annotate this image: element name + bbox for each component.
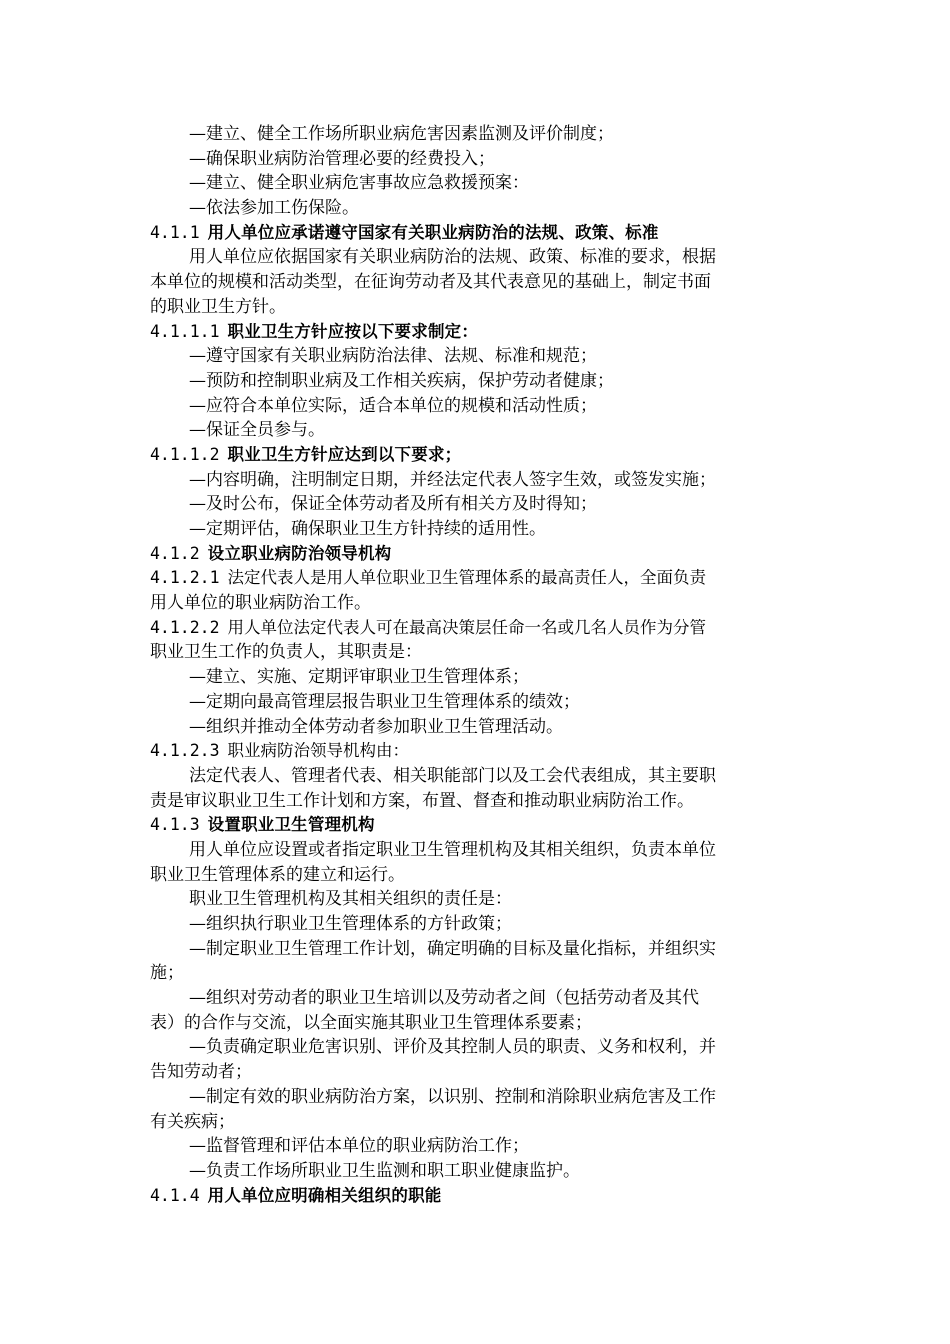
paragraph-line: 有关疾病； <box>150 1111 235 1132</box>
clause-text: 职业病防治领导机构由： <box>227 741 410 761</box>
paragraph-line-indented: —建立、实施、定期评审职业卫生管理体系； <box>189 667 529 688</box>
clause-text: 法定代表人是用人单位职业卫生管理体系的最高责任人，全面负责 <box>227 568 707 588</box>
section-heading <box>0 813 950 838</box>
paragraph-line: 用人单位的职业病防治工作。 <box>150 593 371 614</box>
paragraph-line-indented: 法定代表人、管理者代表、相关职能部门以及工会代表组成，其主要职 <box>189 765 716 786</box>
clause-number: 4.1.2.1 <box>150 568 220 588</box>
clause-text: 职业卫生方针应达到以下要求； <box>227 444 462 464</box>
paragraph-line-indented: —定期向最高管理层报告职业卫生管理体系的绩效； <box>189 691 580 712</box>
paragraph-line: 告知劳动者； <box>150 1062 252 1083</box>
paragraph-line-indented: —保证全员参与。 <box>189 420 325 441</box>
paragraph-line-indented: —监督管理和评估本单位的职业病防治工作； <box>189 1136 529 1157</box>
section-heading <box>0 320 950 345</box>
clause-text: 用人单位法定代表人可在最高决策层任命一名或几名人员作为分管 <box>227 617 707 637</box>
paragraph-line-indented: —应符合本单位实际，适合本单位的规模和活动性质； <box>189 395 597 416</box>
paragraph-line-indented: —制定有效的职业病防治方案，以识别、控制和消除职业病危害及工作 <box>189 1086 716 1107</box>
paragraph-line-indented: —定期评估，确保职业卫生方针持续的适用性。 <box>189 519 546 539</box>
section-heading <box>0 221 950 246</box>
clause-text: 用人单位应承诺遵守国家有关职业病防治的法规、政策、标准 <box>207 222 659 242</box>
paragraph-line-indented: —组织并推动全体劳动者参加职业卫生管理活动。 <box>189 716 563 737</box>
clause-text: 设立职业病防治领导机构 <box>207 543 392 563</box>
clause-text: 用人单位应明确相关组织的职能 <box>207 1185 442 1205</box>
paragraph-line-indented: —建立、健全职业病危害事故应急救援预案： <box>189 173 529 194</box>
paragraph-line-indented: —内容明确，注明制定日期，并经法定代表人签字生效，或签发实施； <box>189 469 716 490</box>
paragraph-line-indented: —负责确定职业危害识别、评价及其控制人员的职责、义务和权利，并 <box>189 1037 716 1058</box>
paragraph-line: 施； <box>150 963 184 984</box>
paragraph-line: 责是审议职业卫生工作计划和方案，布置、督查和推动职业病防治工作。 <box>150 790 694 811</box>
paragraph-line-indented: —负责工作场所职业卫生监测和职工职业健康监护。 <box>189 1160 580 1181</box>
clause-line <box>0 739 950 764</box>
paragraph-line-indented: —组织对劳动者的职业卫生培训以及劳动者之间（包括劳动者及其代 <box>189 988 699 1009</box>
paragraph-line: 表）的合作与交流，以全面实施其职业卫生管理体系要素； <box>150 1012 592 1033</box>
paragraph-line: 本单位的规模和活动类型，在征询劳动者及其代表意见的基础上，制定书面 <box>150 272 711 293</box>
clause-number: 4.1.1.2 <box>150 444 220 464</box>
section-heading <box>0 443 950 468</box>
paragraph-line-indented: 用人单位应依据国家有关职业病防治的法规、政策、标准的要求，根据 <box>189 247 716 268</box>
paragraph-line-indented: 用人单位应设置或者指定职业卫生管理机构及其相关组织，负责本单位 <box>189 839 716 860</box>
paragraph-line-indented: —确保职业病防治管理必要的经费投入； <box>189 148 495 169</box>
paragraph-line-indented: —遵守国家有关职业病防治法律、法规、标准和规范； <box>189 346 597 367</box>
clause-number: 4.1.2.3 <box>150 741 220 761</box>
section-heading <box>0 1184 950 1209</box>
paragraph-line-indented: —制定职业卫生管理工作计划，确定明确的目标及量化指标，并组织实 <box>189 938 716 959</box>
paragraph-line-indented: 职业卫生管理机构及其相关组织的责任是： <box>189 889 512 910</box>
clause-number: 4.1.3 <box>150 815 200 835</box>
clause-text: 职业卫生方针应按以下要求制定： <box>227 321 479 341</box>
document-page <box>0 122 950 1208</box>
paragraph-line: 职业卫生工作的负责人，其职责是： <box>150 642 422 663</box>
paragraph-line: 的职业卫生方针。 <box>150 296 286 317</box>
clause-text: 设置职业卫生管理机构 <box>207 815 375 835</box>
section-heading <box>0 542 950 567</box>
paragraph-line-indented: —组织执行职业卫生管理体系的方针政策； <box>189 914 512 934</box>
clause-number: 4.1.1.1 <box>150 321 220 341</box>
clause-number: 4.1.2.2 <box>150 617 220 637</box>
paragraph-line-indented: —预防和控制职业病及工作相关疾病，保护劳动者健康； <box>189 370 614 391</box>
paragraph-line-indented: —依法参加工伤保险。 <box>189 198 359 219</box>
clause-line <box>0 566 950 591</box>
clause-number: 4.1.1 <box>150 222 200 242</box>
paragraph-line-indented: —及时公布，保证全体劳动者及所有相关方及时得知； <box>189 494 597 515</box>
clause-line <box>0 616 950 641</box>
paragraph-line-indented: —建立、健全工作场所职业病危害因素监测及评价制度； <box>189 124 614 144</box>
clause-number: 4.1.2 <box>150 543 200 563</box>
clause-number: 4.1.4 <box>150 1185 200 1205</box>
paragraph-line: 职业卫生管理体系的建立和运行。 <box>150 864 405 885</box>
